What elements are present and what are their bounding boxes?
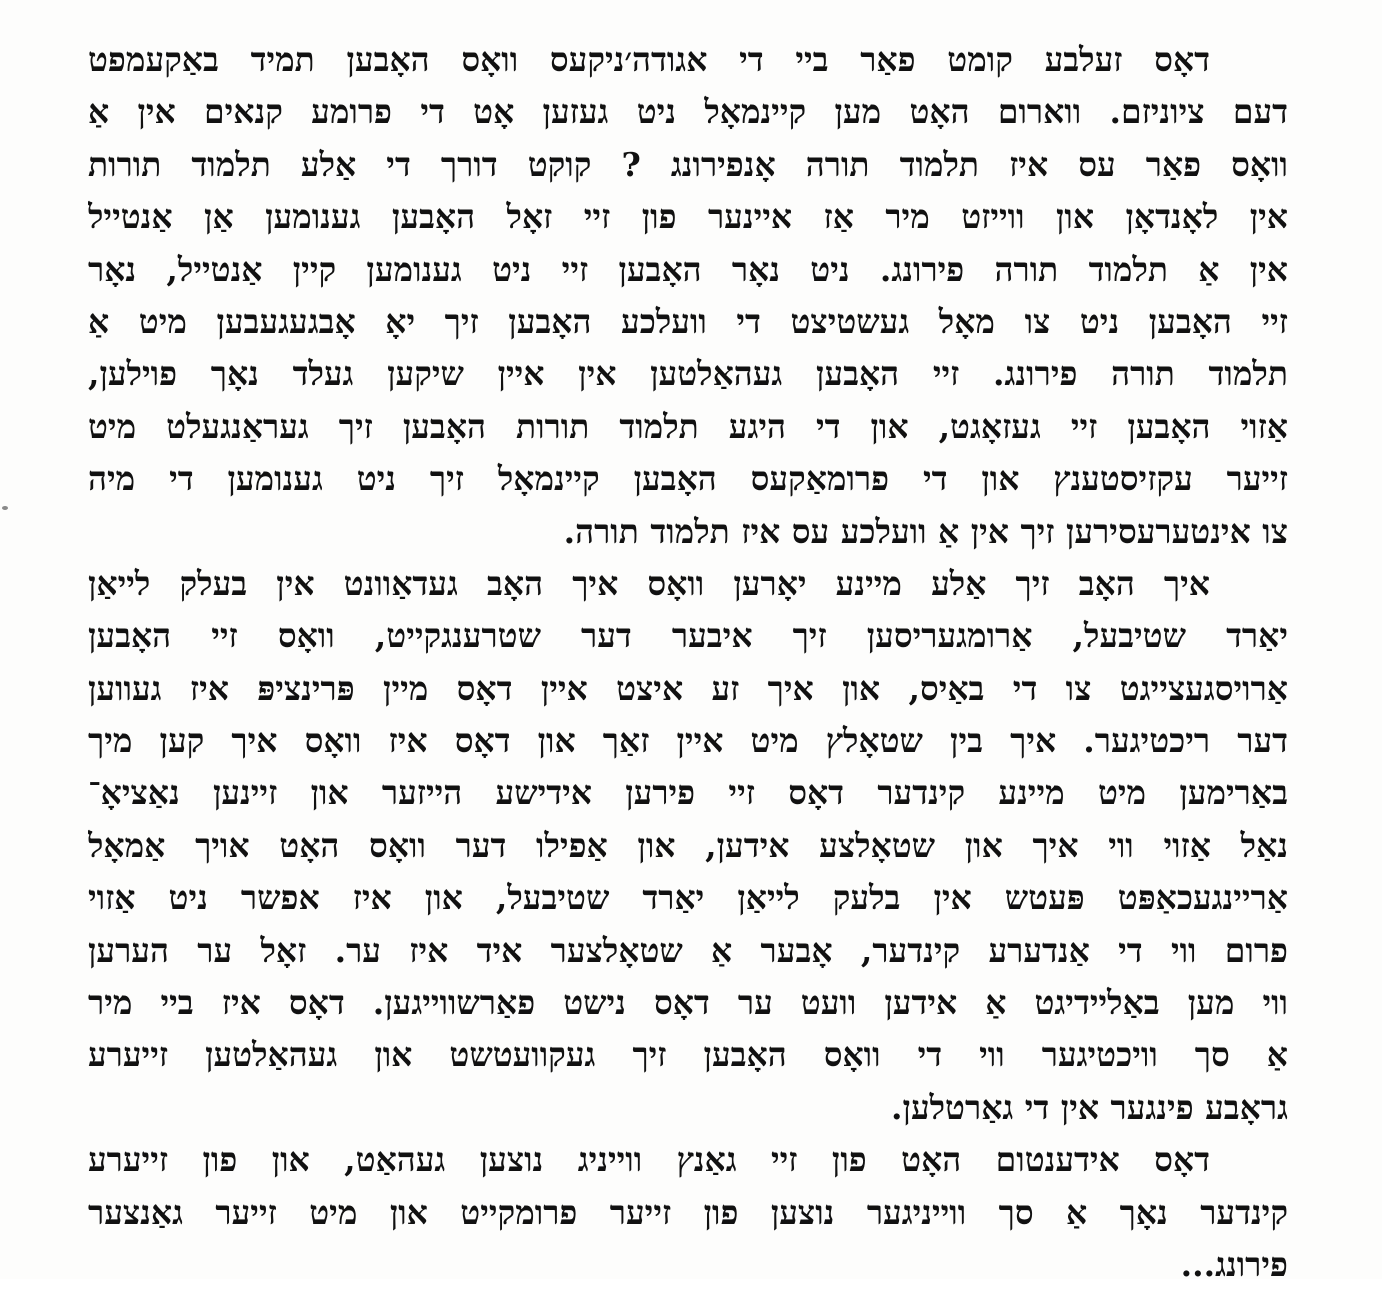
text-line: אַזוי האָבען זיי געזאָגט, און די היגע תלמוד תורות האָבען זיך געראַנגעלט מיט	[88, 406, 1288, 446]
text-line: איך האָב זיך אַלע מיינע יאָרען וואָס איך האָב געדאַוונט אין בעלק לייאַן	[88, 563, 1210, 603]
text-line: אין אַ תלמוד תורה פירונג. ניט נאָר האָבען זיי ניט גענומען קיין אַנטייל, נאָר	[88, 249, 1288, 289]
text-line: זייער עקזיסטענץ און די פרומאַקעס האָבען קיינמאָל זיך ניט גענומען די מיה	[88, 459, 1288, 499]
text-line: וואָס פאַר עס איז תלמוד תורה אָנפירונג ? קוקט דורך די אַלע תלמוד תורות	[88, 144, 1288, 184]
text-line: פירונג...	[1180, 1244, 1288, 1284]
paragraph-2	[88, 558, 1288, 1134]
text-line: גראָבע פינגער אין די גאַרטלען.	[891, 1087, 1288, 1127]
text-line: תלמוד תורה פירונג. זיי האָבען געהאַלטען אין איין שיקען געלד נאָך פוילען,	[88, 354, 1288, 394]
scan-speck	[2, 506, 8, 510]
text-line: באַרימען מיט מיינע קינדער דאָס זיי פירען אידישע הייזער און זיינען נאַציאָ־	[88, 773, 1288, 813]
text-line: אַרויסגעצייגט צו די באַיס, און איך זע איצט איין דאָס מיין פּרינציפּ איז געווען	[88, 668, 1288, 708]
yiddish-text-block	[88, 34, 1288, 1291]
text-line: אין לאָנדאָן און ווייזט מיר אַז איינער פון זיי זאָל האָבען גענומען אַן אַנטייל	[88, 197, 1288, 237]
text-line: זיי האָבען ניט צו מאָל געשטיצט די וועלכע האָבען זיך יאָ אָבגעגעבען מיט אַ	[88, 301, 1288, 341]
paragraph-1	[88, 34, 1288, 558]
text-line: ווי מען באַליידיגט אַ אידען וועט ער דאָס נישט פאַרשווייגען. דאָס איז ביי מיר	[88, 983, 1288, 1023]
text-line: יאַרד שטיבעל, אַרומגעריסען זיך איבער דער שטרענגקייט, וואָס זיי האָבען	[88, 616, 1288, 656]
text-line: דאָס זעלבע קומט פאַר ביי די אגודה׳ניקעס וואָס האָבען תמיד באַקעמפט	[88, 40, 1211, 79]
text-line: אַריינגעכאַפּט פּעטש אין בלעק לייאַן יאַרד שטיבעל, און איז אפשר ניט אַזוי	[88, 878, 1288, 918]
text-line: קינדער נאָך אַ סך ווייניגער נוצען פון זייער פרומקייט און מיט זייער גאַנצער	[88, 1192, 1288, 1232]
paragraph-3	[88, 1134, 1288, 1291]
text-line: פרום ווי די אַנדערע קינדער, אָבער אַ שטאָלצער איד איז ער. זאָל ער הערען	[88, 930, 1288, 970]
text-line: נאַל אַזוי ווי איך און שטאָלצע אידען, און אַפילו דער וואָס האָט אויך אַמאָל	[88, 825, 1288, 865]
text-line: דער ריכטיגער. איך בין שטאָלץ מיט איין זאַך און דאָס איז וואָס איך קען מיך	[88, 721, 1288, 761]
text-line: דאָס אידענטום האָט פון זיי גאַנץ ווייניג נוצען געהאַט, און פון זייערע	[88, 1140, 1210, 1180]
text-line: אַ סך וויכטיגער ווי די וואָס האָבען זיך געקוועטשט און געהאַלטען זייערע	[88, 1035, 1288, 1075]
text-line: צו אינטערעסירען זיך אין אַ וועלכע עס איז תלמוד תורה.	[563, 511, 1288, 551]
text-line: דעם ציוניזם. ווארום האָט מען קיינמאָל ניט געזען אָט די פרומע קנאים אין אַ	[88, 92, 1288, 132]
